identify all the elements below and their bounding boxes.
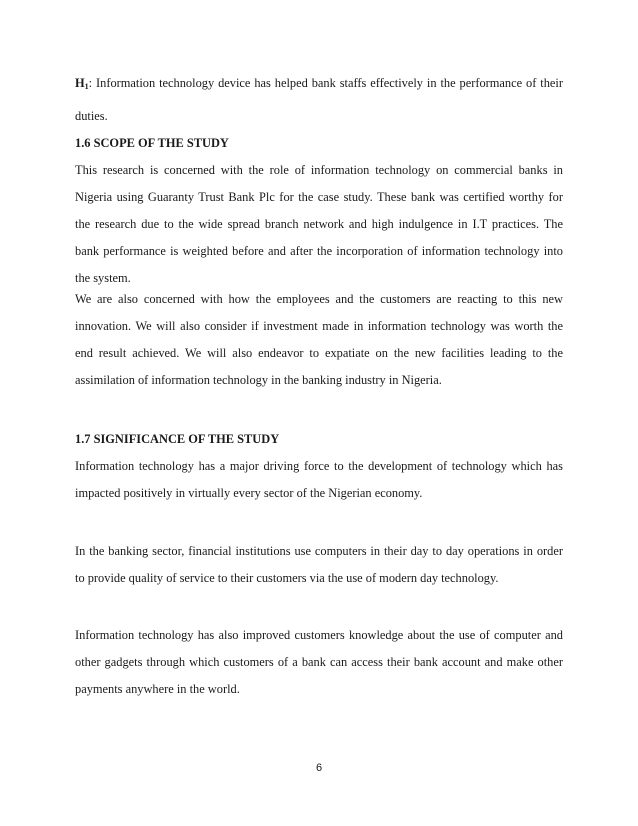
scope-line: assimilation of information technology in the banking industry in Nigeria.: [75, 373, 442, 387]
scope-line: bank performance is weighted before and after the incorporation of information technology into: [75, 244, 563, 258]
significance-line: Information technology has a major driving force to the development of technology which has: [75, 459, 563, 473]
significance-line: impacted positively in virtually every sector of the Nigerian economy.: [75, 486, 423, 500]
significance-line: Information technology has also improved customers knowledge about the use of computer and: [75, 628, 563, 642]
scope-line: the research due to the wide spread branch network and high indulgence in I.T practices. The: [75, 217, 563, 231]
significance-line: In the banking sector, financial institutions use computers in their day to day operations in order: [75, 544, 563, 558]
scope-heading: 1.6 SCOPE OF THE STUDY: [75, 136, 229, 150]
hypothesis-line-2: duties.: [75, 109, 108, 123]
scope-line: end result achieved. We will also endeavor to expatiate on the new facilities leading to the: [75, 346, 563, 360]
scope-line: This research is concerned with the role of information technology on commercial banks in: [75, 163, 563, 177]
hypothesis-label: $H_1$: [75, 76, 89, 91]
significance-line: other gadgets through which customers of a bank can access their bank account and make other: [75, 655, 563, 669]
significance-line: payments anywhere in the world.: [75, 682, 240, 696]
significance-heading: 1.7 SIGNIFICANCE OF THE STUDY: [75, 432, 280, 446]
scope-line: the system.: [75, 271, 131, 285]
page-number: 6: [315, 762, 323, 774]
significance-line: to provide quality of service to their customers via the use of modern day technology.: [75, 571, 499, 585]
scope-line: We are also concerned with how the employees and the customers are reacting to this new: [75, 292, 563, 306]
scope-line: innovation. We will also consider if investment made in information technology was worth the: [75, 319, 563, 333]
scope-line: Nigeria using Guaranty Trust Bank Plc for the case study. These bank was certified worthy for: [75, 190, 563, 204]
hypothesis-line-1: $H_1$: Information technology device has helped bank staffs effectively in the performance of their: [75, 76, 563, 91]
